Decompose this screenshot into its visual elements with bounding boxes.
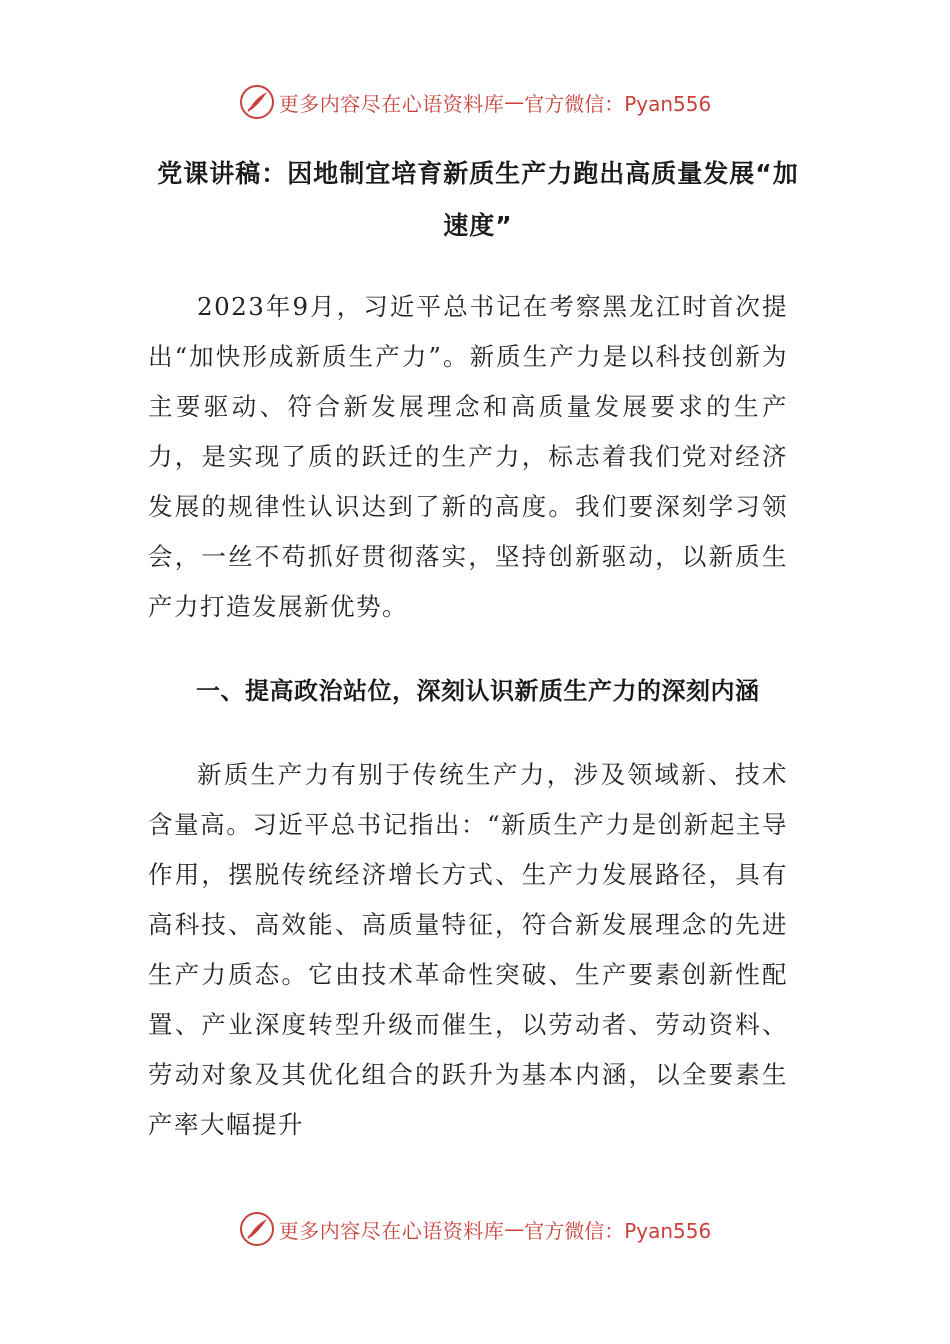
- banner-dash: —: [504, 1217, 525, 1241]
- banner-main-text: 更多内容尽在心语资料库: [278, 1218, 505, 1243]
- banner-main-text: 更多内容尽在心语资料库: [278, 91, 505, 116]
- banner-dash: —: [504, 90, 525, 114]
- feather-pen-logo-icon: [239, 84, 275, 120]
- header-banner: [0, 84, 950, 120]
- section-1-paragraph: 新质生产力有别于传统生产力，涉及领域新、技术含量高。习近平总书记指出：“新质生产力是创新起主导作用，摆脱传统经济增长方式、生产力发展路径，具有高科技、高效能、高质量特征，符合新发展理念的先进生产力质态。它由技术革命性突破、生产要素创新性配置、产业深度转型升级而催生，以劳动者、劳动资料、劳动对象及其优化组合的跃升为基本内涵，以全要素生产率大幅提升: [148, 760, 788, 1139]
- document-title: 党课讲稿：因地制宜培育新质生产力跑出高质量发展“加速度”: [157, 159, 799, 240]
- footer-banner: [0, 1211, 950, 1247]
- intro-paragraph: 2023年9月，习近平总书记在考察黑龙江时首次提出“加快形成新质生产力”。新质生产力是以科技创新为主要驱动、符合新发展理念和高质量发展要求的生产力，是实现了质的跃迁的生产力，标志着我们党对经济发展的规律性认识达到了新的高度。我们要深刻学习领会，一丝不苟抓好贯彻落实，坚持创新驱动，以新质生产力打造发展新优势。: [148, 292, 788, 621]
- feather-pen-logo-icon: [239, 1211, 275, 1247]
- banner-wechat-text: 官方微信：Pyan556: [524, 1218, 712, 1243]
- section-heading-1: 一、提高政治站位，深刻认识新质生产力的深刻内涵: [196, 677, 760, 705]
- banner-wechat-text: 官方微信：Pyan556: [524, 91, 712, 116]
